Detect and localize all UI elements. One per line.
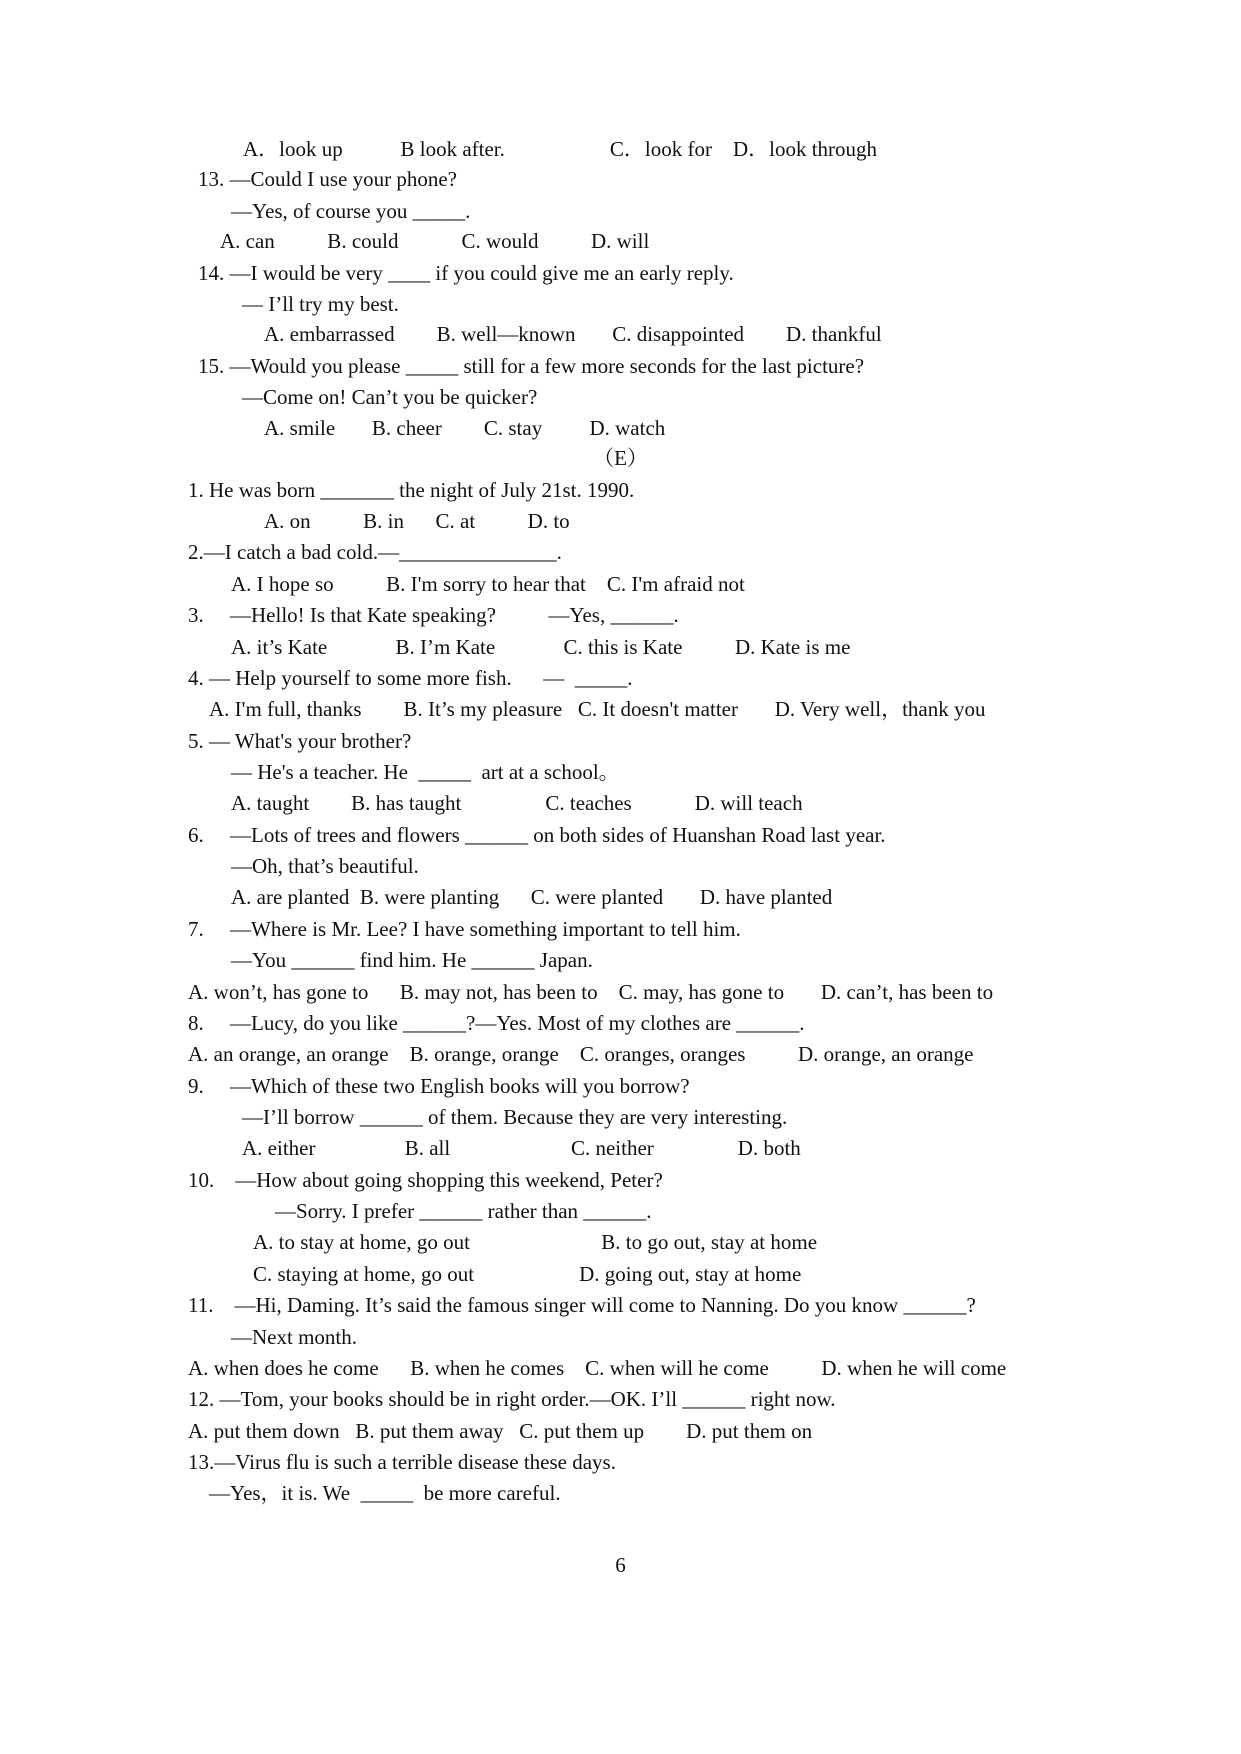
options-line: A. on B. in C. at D. to (264, 509, 570, 533)
question-line: 13.—Virus flu is such a terrible disease these days. (188, 1450, 616, 1474)
answer-line: —I’ll borrow ______ of them. Because they are very interesting. (242, 1105, 788, 1129)
answer-line: —Yes, of course you _____. (231, 199, 471, 223)
answer-line: —Next month. (231, 1325, 357, 1349)
question-line: 14. —I would be very ____ if you could give me an early reply. (198, 261, 734, 285)
answer-line: —Yes，it is. We _____ be more careful. (209, 1481, 561, 1505)
options-line: A. either B. all C. neither D. both (242, 1136, 801, 1160)
question-line: 5. — What's your brother? (188, 729, 412, 753)
answer-line: — He's a teacher. He _____ art at a school。 (231, 760, 620, 784)
options-line: A. won’t, has gone to B. may not, has been to C. may, has gone to D. can’t, has been to (188, 980, 994, 1004)
options-line: A. are planted B. were planting C. were planted D. have planted (231, 885, 833, 909)
options-line: A．look up B look after. C．look for D．look through (243, 137, 878, 161)
options-line: A. smile B. cheer C. stay D. watch (264, 416, 666, 440)
answer-line: —You ______ find him. He ______ Japan. (231, 948, 593, 972)
answer-line: —Sorry. I prefer ______ rather than ______. (275, 1199, 652, 1223)
section-label: （E） (593, 446, 648, 470)
options-line: C. staying at home, go out D. going out, stay at home (253, 1262, 802, 1286)
answer-line: — I’ll try my best. (242, 292, 399, 316)
answer-line: —Oh, that’s beautiful. (231, 854, 419, 878)
question-line: 1. He was born _______ the night of July 21st. 1990. (188, 478, 635, 502)
answer-line: —Come on! Can’t you be quicker? (242, 385, 538, 409)
options-line: A. an orange, an orange B. orange, orange C. oranges, oranges D. orange, an orange (188, 1042, 974, 1066)
options-line: A. embarrassed B. well—known C. disappointed D. thankful (264, 322, 882, 346)
question-line: 7. —Where is Mr. Lee? I have something important to tell him. (188, 917, 741, 941)
question-line: 9. —Which of these two English books will you borrow? (188, 1074, 690, 1098)
question-line: 6. —Lots of trees and flowers ______ on both sides of Huanshan Road last year. (188, 823, 886, 847)
options-line: A. I hope so B. I'm sorry to hear that C. I'm afraid not (231, 572, 745, 596)
options-line: A. I'm full, thanks B. It’s my pleasure C. It doesn't matter D. Very well，thank you (209, 697, 986, 721)
question-line: 12. —Tom, your books should be in right order.—OK. I’ll ______ right now. (188, 1387, 836, 1411)
question-line: 3. —Hello! Is that Kate speaking? —Yes, ______. (188, 603, 679, 627)
options-line: A. when does he come B. when he comes C. when will he come D. when he will come (188, 1356, 1007, 1380)
options-line: A. to stay at home, go out B. to go out, stay at home (253, 1230, 818, 1254)
question-line: 10. —How about going shopping this weekend, Peter? (188, 1168, 663, 1192)
options-line: A. can B. could C. would D. will (220, 229, 650, 253)
options-line: A. taught B. has taught C. teaches D. will teach (231, 791, 803, 815)
question-line: 15. —Would you please _____ still for a few more seconds for the last picture? (198, 354, 865, 378)
options-line: A. it’s Kate B. I’m Kate C. this is Kate D. Kate is me (231, 635, 851, 659)
options-line: A. put them down B. put them away C. put them up D. put them on (188, 1419, 813, 1443)
page-number: 6 (615, 1553, 626, 1577)
question-line: 11. —Hi, Daming. It’s said the famous singer will come to Nanning. Do you know ______? (188, 1293, 976, 1317)
question-line: 8. —Lucy, do you like ______?—Yes. Most of my clothes are ______. (188, 1011, 805, 1035)
question-line: 4. — Help yourself to some more fish. — _____. (188, 666, 633, 690)
question-line: 2.—I catch a bad cold.—_______________. (188, 540, 562, 564)
question-line: 13. —Could I use your phone? (198, 167, 457, 191)
